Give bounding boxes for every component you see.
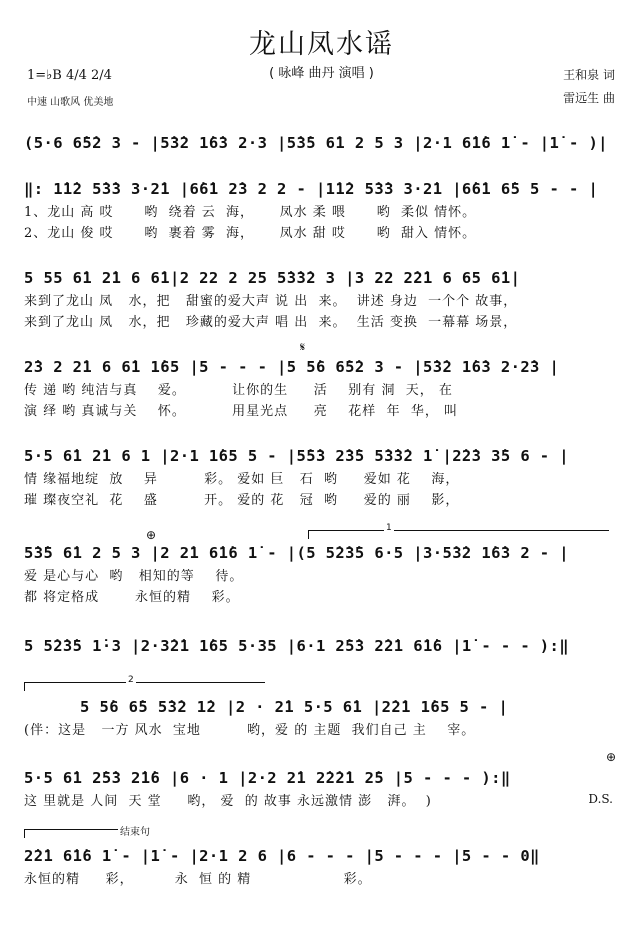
notes-line: 2̇2̇1 6̇1̇6 1̇ - |1̇ - |2·1 2 6 |6 - - - |5 - - - |5 - - 0‖: [24, 847, 540, 865]
score-row-4: [24, 354, 624, 422]
ds-marking: D.S.: [588, 792, 613, 806]
coda-icon: ⊕: [146, 528, 157, 542]
lyric-verse-2: 璀 璨夜空礼 花 盛 开。 爱的 花 冠 哟 爱的 丽 影，: [24, 493, 460, 508]
lyric-verse-2: 都 将定格成 永恒的精 彩。: [24, 590, 240, 605]
second-ending-bracket: [24, 682, 265, 691]
tempo-marking: 中速 山歌风 优美地: [27, 97, 114, 108]
lyric-line: 这 里就是 人间 天 堂 哟， 爱 的 故事 永远激情 澎 湃。 ): [24, 794, 432, 809]
lyric-verse-1: 爱 是心与心 哟 相知的等 待。: [24, 569, 244, 584]
first-ending-bracket: [308, 530, 609, 539]
first-ending-label: 1: [386, 523, 392, 533]
notes-line: 5̇3̇5 6̇1 2 5 3 |2 2̇1 6̇1̇6 1̇ - |(5 5̇2̇3̇5 6·5 |3·5̇3̇2 1̇6̇3 2 - |: [24, 544, 569, 562]
second-ending-label: 2: [128, 675, 134, 685]
coda-icon: ⊕: [606, 750, 617, 764]
lyric-verse-2: 来到了龙山 凤 水，把 珍藏的爱大声 唱 出 来。 生活 变换 一幕幕 场景，: [24, 315, 518, 330]
notes-line: ‖: 1̇1̇2 5̇3̇3 3·2̇1 |6̇6̇1 2̇3 2 2 - |1̇1̇2 5̇3̇3 3·2̇1 |6̇6̇1 6̇5 5 - - |: [24, 180, 599, 198]
ending-phrase-label: 结束句: [118, 823, 152, 838]
credits: [563, 64, 615, 110]
lyric-verse-1: 传 递 哟 纯洁与真 爱。 让你的生 活 别有 洞 天， 在: [24, 383, 453, 398]
notes-line: 5 5̇6 6̇5 5̇3̇2 1̇2 |2 · 2̇1 5·5 6̇1 |2̇2̇1 1̇65 5 - |: [80, 698, 509, 716]
score-row-5: [24, 443, 624, 511]
lyric-verse-1: 来到了龙山 凤 水，把 甜蜜的爱大声 说 出 来。 讲述 身边 一个个 故事，: [24, 294, 518, 309]
notes-line: 5·5 6̇1 2̇5̇3 2̇1̇6 |6 · 1 |2·2 2̇1 2̇2̇2̇1 2̇5 |5 - - - ):‖: [24, 769, 511, 787]
notes-line: 2̇3 2 2̇1 6 6̇1 1̇65 |5 - - - |5 5̇6 6̇5̇2 3 - |5̇3̇2 1̇6̇3 2·2̇3 |: [24, 358, 560, 376]
lyric-verse-1: 1、龙山 高 哎 哟 绕着 云 海， 凤水 柔 喂 哟 柔似 情怀。: [24, 205, 477, 220]
notes-line: 5 55 6̇1 2̇1 6 6̇1|2 22 2 25 5̇3̇3̇2 3 |3 22 2̇2̇1 6 65 6̇1|: [24, 269, 521, 287]
segno-icon: 𝄋: [300, 340, 306, 354]
lyricist-credit: 王和泉 词: [563, 68, 615, 82]
composer-credit: 雷远生 曲: [563, 91, 615, 105]
performers-subtitle: ( 咏峰 曲丹 演唱 ): [269, 66, 374, 81]
lyric-line: (伴：这是 一方 风水 宝地 哟，爱 的 主题 我们自己 主 宰。: [24, 723, 476, 738]
score-row-2: [24, 176, 624, 244]
score-row-1: [24, 130, 624, 156]
key-signature: 1=♭B 4/4 2/4: [27, 68, 112, 83]
notes-line: 5·5 6̇1 2̇1 6 1 |2·1 1̇65 5 - |5̇5̇3 2̇3̇5 5̇3̇3̇2 1̇ |2̇2̇3 3̇5 6 - |: [24, 447, 569, 465]
notes-line: (5·6 6̇5̇2 3 - |5̇3̇2 1̇6̇3 2·3 |5̇3̇5 6̇1 2 5 3 |2·1 6̇1̇6 1̇ - |1̇ - )|: [24, 134, 608, 152]
lyric-line: 永恒的精 彩， 永 恒 的 精 彩。: [24, 872, 372, 887]
score-row-9: [24, 765, 624, 812]
score-row-10: [24, 843, 624, 890]
score-row-8: [24, 694, 624, 741]
song-title: 龙山凤水谣: [249, 29, 394, 60]
notes-line: 5 5̇2̇3̇5 1̇·3 |2·3̇2̇1 1̇65 5·35 |6·1 2̇5̇3 2̇2̇1 6̇1̇6 |1̇ - - - ):‖: [24, 637, 569, 655]
lyric-verse-2: 2、龙山 俊 哎 哟 裹着 雾 海， 凤水 甜 哎 哟 甜入 情怀。: [24, 226, 477, 241]
score-row-6: [24, 540, 624, 608]
ending-phrase-bracket: [24, 829, 125, 838]
score-row-7: [24, 633, 624, 659]
lyric-verse-1: 情 缘福地绽 放 异 彩。 爱如 巨 石 哟 爱如 花 海，: [24, 472, 460, 487]
score-row-3: [24, 265, 624, 333]
lyric-verse-2: 演 绎 哟 真诚与关 怀。 用星光点 亮 花样 年 华， 叫: [24, 404, 458, 419]
